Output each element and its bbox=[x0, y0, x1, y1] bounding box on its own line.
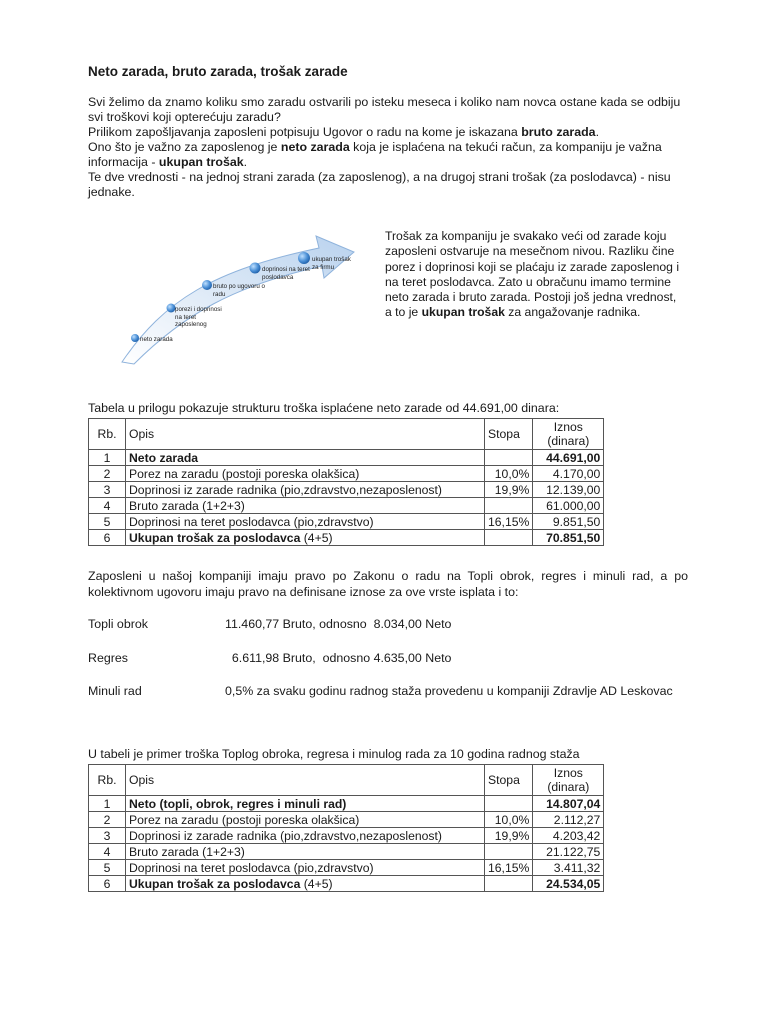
text-span: koja je isplaćena na tekući račun, za kompaniju je važna informacija - bbox=[88, 140, 662, 169]
cell-stopa bbox=[485, 514, 533, 530]
intro-paragraph-1: Svi želimo da znamo koliku smo zaradu ostvarili po isteku meseca i koliko nam novca ostane kada se odbiju svi troškovi koji opterećuju zaradu? bbox=[88, 95, 681, 124]
cell-stopa-text: 10,0% bbox=[494, 466, 530, 481]
table-row bbox=[89, 812, 604, 828]
cell-rb bbox=[89, 812, 126, 828]
text-span: . bbox=[243, 155, 248, 169]
cell-rb bbox=[89, 498, 126, 514]
table-row bbox=[89, 860, 604, 876]
cell-iznos-text: 70.851,50 bbox=[546, 530, 601, 545]
step-label: doprinosi na teret poslodavca bbox=[262, 266, 310, 281]
bold-term: bruto zarada bbox=[521, 125, 596, 139]
table-row bbox=[89, 450, 604, 466]
text-span: Ono što je važno za zaposlenog je bbox=[88, 140, 281, 154]
cell-iznos-text: 9.851,50 bbox=[552, 514, 601, 529]
cell-opis-extra: (4+5) bbox=[300, 530, 333, 545]
cell-opis bbox=[126, 876, 485, 892]
table-row bbox=[89, 466, 604, 482]
table-body bbox=[89, 796, 604, 892]
table-header-row bbox=[89, 419, 604, 450]
item-label: Regres bbox=[88, 651, 128, 665]
table-header-row bbox=[89, 765, 604, 796]
cell-opis bbox=[126, 844, 485, 860]
cell-rb-text: 5 bbox=[103, 860, 111, 875]
cell-opis bbox=[126, 828, 485, 844]
cell-stopa bbox=[485, 876, 533, 892]
header-iznos: Iznos (dinara) bbox=[533, 419, 604, 450]
cell-iznos bbox=[533, 530, 604, 546]
cell-rb bbox=[89, 514, 126, 530]
table-row bbox=[89, 876, 604, 892]
cell-stopa bbox=[485, 796, 533, 812]
cell-opis-text: Doprinosi na teret poslodavca (pio,zdravstvo) bbox=[129, 860, 374, 875]
cell-opis bbox=[126, 796, 485, 812]
table-row bbox=[89, 844, 604, 860]
step-label: ukupan trošak za firmu bbox=[312, 256, 351, 271]
cell-stopa-text: 16,15% bbox=[488, 860, 530, 875]
cell-stopa bbox=[485, 466, 533, 482]
cell-rb-text: 6 bbox=[103, 530, 111, 545]
cell-opis-text: Ukupan trošak za poslodavca bbox=[129, 530, 301, 545]
cell-stopa-text: 19,9% bbox=[494, 482, 530, 497]
cell-opis bbox=[126, 450, 485, 466]
cell-stopa bbox=[485, 812, 533, 828]
cell-opis bbox=[126, 514, 485, 530]
cell-opis bbox=[126, 498, 485, 514]
header-opis: Opis bbox=[126, 419, 485, 450]
cell-rb-text: 3 bbox=[103, 828, 111, 843]
cell-opis-text: Bruto zarada (1+2+3) bbox=[129, 498, 245, 513]
item-label: Topli obrok bbox=[88, 617, 148, 631]
table-row bbox=[89, 498, 604, 514]
table-row bbox=[89, 530, 604, 546]
step-bullet-icon bbox=[250, 263, 261, 274]
step-bullet-icon bbox=[131, 334, 139, 342]
table-body bbox=[89, 450, 604, 546]
table-row bbox=[89, 482, 604, 498]
cell-rb-text: 4 bbox=[103, 498, 111, 513]
cell-iznos-text: 12.139,00 bbox=[546, 482, 601, 497]
step-bullet-icon bbox=[202, 280, 212, 290]
cost-table-1 bbox=[88, 418, 604, 546]
cell-rb bbox=[89, 450, 126, 466]
cell-opis-extra: (4+5) bbox=[300, 876, 333, 891]
cell-iznos-text: 44.691,00 bbox=[546, 450, 601, 465]
cell-stopa bbox=[485, 498, 533, 514]
cell-iznos-text: 3.411,32 bbox=[553, 860, 601, 875]
cell-rb bbox=[89, 828, 126, 844]
intro-paragraph-2 bbox=[88, 125, 688, 140]
cell-rb-text: 4 bbox=[103, 844, 111, 859]
cell-stopa bbox=[485, 450, 533, 466]
page-title: Neto zarada, bruto zarada, trošak zarade bbox=[88, 64, 348, 79]
cell-opis-text: Porez na zaradu (postoji poreska olakšica) bbox=[129, 812, 360, 827]
cell-stopa-text: 19,9% bbox=[494, 828, 530, 843]
cell-iznos-text: 61.000,00 bbox=[546, 498, 601, 513]
cell-rb bbox=[89, 796, 126, 812]
cell-opis-text: Ukupan trošak za poslodavca bbox=[129, 876, 301, 891]
item-label: Minuli rad bbox=[88, 684, 142, 698]
cell-opis bbox=[126, 860, 485, 876]
cell-rb-text: 2 bbox=[103, 466, 111, 481]
cell-iznos bbox=[533, 466, 604, 482]
cell-stopa bbox=[485, 482, 533, 498]
header-rb: Rb. bbox=[89, 419, 126, 450]
cell-iznos-text: 24.534,05 bbox=[546, 876, 601, 891]
cell-stopa bbox=[485, 530, 533, 546]
cell-iznos-text: 21.122,75 bbox=[546, 844, 601, 859]
cell-stopa-text: 10,0% bbox=[494, 812, 530, 827]
step-bullet-icon bbox=[298, 252, 310, 264]
cell-rb bbox=[89, 844, 126, 860]
cell-opis-text: Doprinosi iz zarade radnika (pio,zdravstvo,nezaposlenost) bbox=[129, 828, 442, 843]
cell-opis bbox=[126, 812, 485, 828]
cell-iznos bbox=[533, 498, 604, 514]
cell-opis-text: Neto zarada bbox=[129, 450, 199, 465]
header-iznos: Iznos (dinara) bbox=[533, 765, 604, 796]
side-explanation bbox=[385, 229, 685, 321]
intro-paragraph-3 bbox=[88, 140, 688, 170]
cell-rb bbox=[89, 482, 126, 498]
process-arrow-diagram bbox=[104, 210, 362, 366]
item-value: 11.460,77 Bruto, odnosno 8.034,00 Neto bbox=[225, 617, 452, 631]
bold-term: ukupan trošak bbox=[158, 155, 244, 169]
cell-stopa bbox=[485, 828, 533, 844]
item-value: 0,5% za svaku godinu radnog staža provedenu u kompaniji Zdravlje AD Leskovac bbox=[225, 684, 673, 698]
cell-stopa bbox=[485, 844, 533, 860]
text-span: Prilikom zapošljavanja zaposleni potpisuju Ugovor o radu na kome je iskazana bbox=[88, 125, 522, 139]
cell-rb-text: 1 bbox=[103, 796, 111, 811]
cell-opis-text: Doprinosi na teret poslodavca (pio,zdravstvo) bbox=[129, 514, 374, 529]
table-row bbox=[89, 796, 604, 812]
cell-opis-text: Doprinosi iz zarade radnika (pio,zdravstvo,nezaposlenost) bbox=[129, 482, 442, 497]
cell-iznos-text: 4.203,42 bbox=[552, 828, 601, 843]
cell-iznos-text: 14.807,04 bbox=[546, 796, 601, 811]
header-rb: Rb. bbox=[89, 765, 126, 796]
cell-rb bbox=[89, 466, 126, 482]
cell-rb bbox=[89, 530, 126, 546]
cell-rb bbox=[89, 860, 126, 876]
cell-iznos bbox=[533, 482, 604, 498]
cell-iznos bbox=[533, 796, 604, 812]
cell-rb-text: 5 bbox=[103, 514, 111, 529]
table-row bbox=[89, 514, 604, 530]
cell-opis-text: Bruto zarada (1+2+3) bbox=[129, 844, 245, 859]
cell-opis-text: Neto (topli, obrok, regres i minuli rad) bbox=[129, 796, 347, 811]
cell-iznos bbox=[533, 844, 604, 860]
cell-opis bbox=[126, 482, 485, 498]
text-span: . bbox=[595, 125, 600, 139]
cell-rb-text: 6 bbox=[103, 876, 111, 891]
cell-rb bbox=[89, 876, 126, 892]
rights-paragraph: Zaposleni u našoj kompaniji imaju pravo po Zakonu o radu na Topli obrok, regres i minuli rad, a po kolektivnom ugovoru imaju pravo na definisane iznose za ove vrste isplata i to: bbox=[88, 569, 688, 599]
cell-iznos bbox=[533, 514, 604, 530]
cell-stopa-text: 16,15% bbox=[488, 514, 530, 529]
text-span: Trošak za kompaniju je svakako veći od zarade koju zaposleni ostvaruje na mesečnom nivou. Razliku čine porez i doprinosi koji se plaćaju iz zarade zaposlenog i na teret poslodavca. Zato u obračunu imamo termine neto zarada i bruto zarada. Postoji još jedna vrednost, a to je bbox=[385, 229, 680, 320]
header-stopa: Stopa bbox=[485, 765, 533, 796]
text-span: za angažovanje radnika. bbox=[504, 305, 641, 320]
cell-iznos-text: 2.112,27 bbox=[553, 812, 601, 827]
cell-iznos-text: 4.170,00 bbox=[552, 466, 601, 481]
step-label: porezi i doprinosi na teret zaposlenog bbox=[175, 306, 222, 328]
item-value: 6.611,98 Bruto, odnosno 4.635,00 Neto bbox=[225, 651, 452, 665]
bold-term: ukupan trošak bbox=[421, 305, 505, 320]
cell-opis bbox=[126, 466, 485, 482]
step-label: neto zarada bbox=[140, 336, 173, 343]
table-row bbox=[89, 828, 604, 844]
header-opis: Opis bbox=[126, 765, 485, 796]
intro-text bbox=[88, 95, 688, 200]
cell-stopa bbox=[485, 860, 533, 876]
cell-iznos bbox=[533, 450, 604, 466]
cell-iznos bbox=[533, 876, 604, 892]
step-label: bruto po ugovoru o radu bbox=[213, 283, 265, 298]
cell-iznos bbox=[533, 828, 604, 844]
cell-opis bbox=[126, 530, 485, 546]
bold-term: neto zarada bbox=[280, 140, 350, 154]
table1-caption: Tabela u prilogu pokazuje strukturu troška isplaćene neto zarade od 44.691,00 dinara: bbox=[88, 401, 560, 415]
intro-paragraph-4: Te dve vrednosti - na jednoj strani zarada (za zaposlenog), a na drugoj strani trošak (za poslodavca) - nisu jednake. bbox=[88, 170, 671, 199]
cell-iznos bbox=[533, 860, 604, 876]
cell-rb-text: 2 bbox=[103, 812, 111, 827]
header-stopa: Stopa bbox=[485, 419, 533, 450]
cost-table-2 bbox=[88, 764, 604, 892]
cell-rb-text: 1 bbox=[103, 450, 111, 465]
cell-opis-text: Porez na zaradu (postoji poreska olakšica) bbox=[129, 466, 360, 481]
table2-caption: U tabeli je primer troška Toplog obroka, regresa i minulog rada za 10 godina radnog staža bbox=[88, 747, 580, 761]
cell-iznos bbox=[533, 812, 604, 828]
cell-rb-text: 3 bbox=[103, 482, 111, 497]
